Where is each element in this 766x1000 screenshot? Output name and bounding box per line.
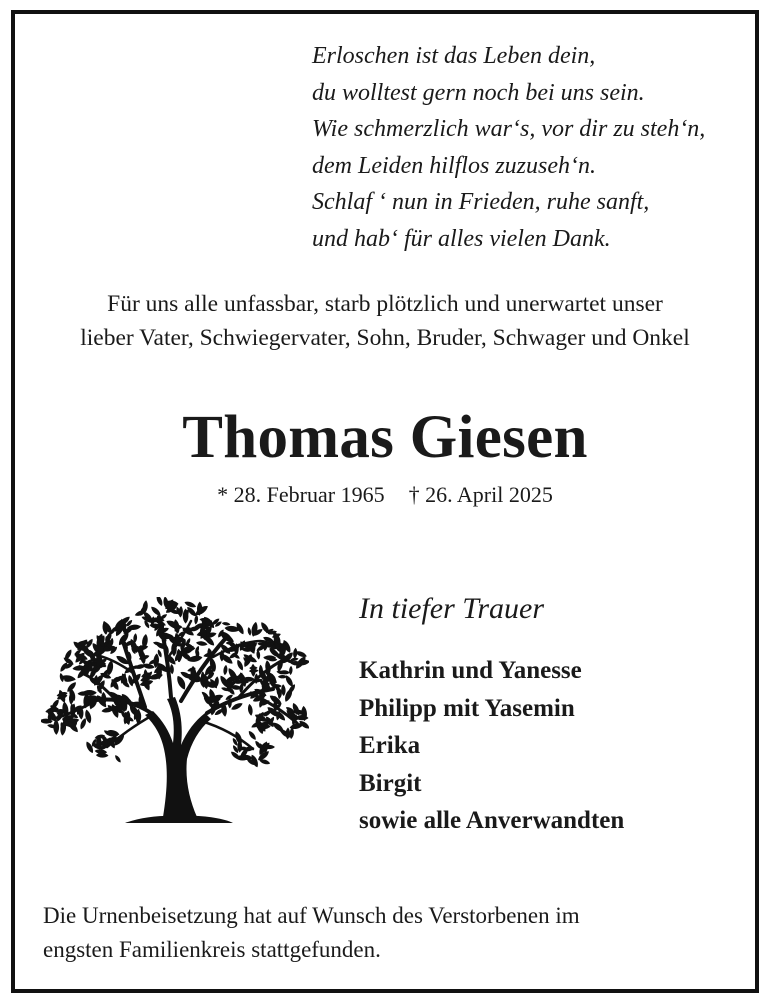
poem-line: Schlaf ‘ nun in Frieden, ruhe sanft, <box>312 189 650 215</box>
poem-line: und hab‘ für alles vielen Dank. <box>312 225 611 252</box>
poem-line: dem Leiden hilflos zuzuseh‘n. <box>312 152 596 179</box>
announcement-line: lieber Vater, Schwiegervater, Sohn, Bruder, Schwager und Onkel <box>80 325 690 351</box>
mourner-name: Birgit <box>359 769 422 797</box>
deceased-name: Thomas Giesen <box>182 404 588 471</box>
mourner-name: sowie alle Anverwandten <box>359 807 625 834</box>
burial-note-line: Die Urnenbeisetzung hat auf Wunsch des Verstorbenen im <box>43 903 580 928</box>
obituary-frame <box>11 10 759 993</box>
life-dates <box>15 480 755 510</box>
mourners-list <box>359 652 624 840</box>
announcement-line: Für uns alle unfassbar, starb plötzlich und unerwartet unser <box>107 291 663 317</box>
announcement-text <box>15 287 755 355</box>
burial-note-line: engsten Familienkreis stattgefunden. <box>43 937 381 962</box>
poem-line: Wie schmerzlich war‘s, vor dir zu steh‘n, <box>312 116 706 142</box>
mourner-name: Erika <box>359 732 421 759</box>
death-date: † 26. April 2025 <box>408 482 553 507</box>
poem-line: du wolltest gern noch bei uns sein. <box>312 79 645 106</box>
mourner-name: Kathrin und Yanesse <box>359 657 582 684</box>
burial-note <box>43 899 580 967</box>
mourning-heading: In tiefer Trauer <box>359 592 544 625</box>
birth-date: * 28. Februar 1965 <box>217 482 385 507</box>
poem <box>312 38 705 257</box>
poem-line: Erloschen ist das Leben dein, <box>312 43 596 69</box>
mourner-name: Philipp mit Yasemin <box>359 694 575 722</box>
tree-icon <box>41 597 309 825</box>
